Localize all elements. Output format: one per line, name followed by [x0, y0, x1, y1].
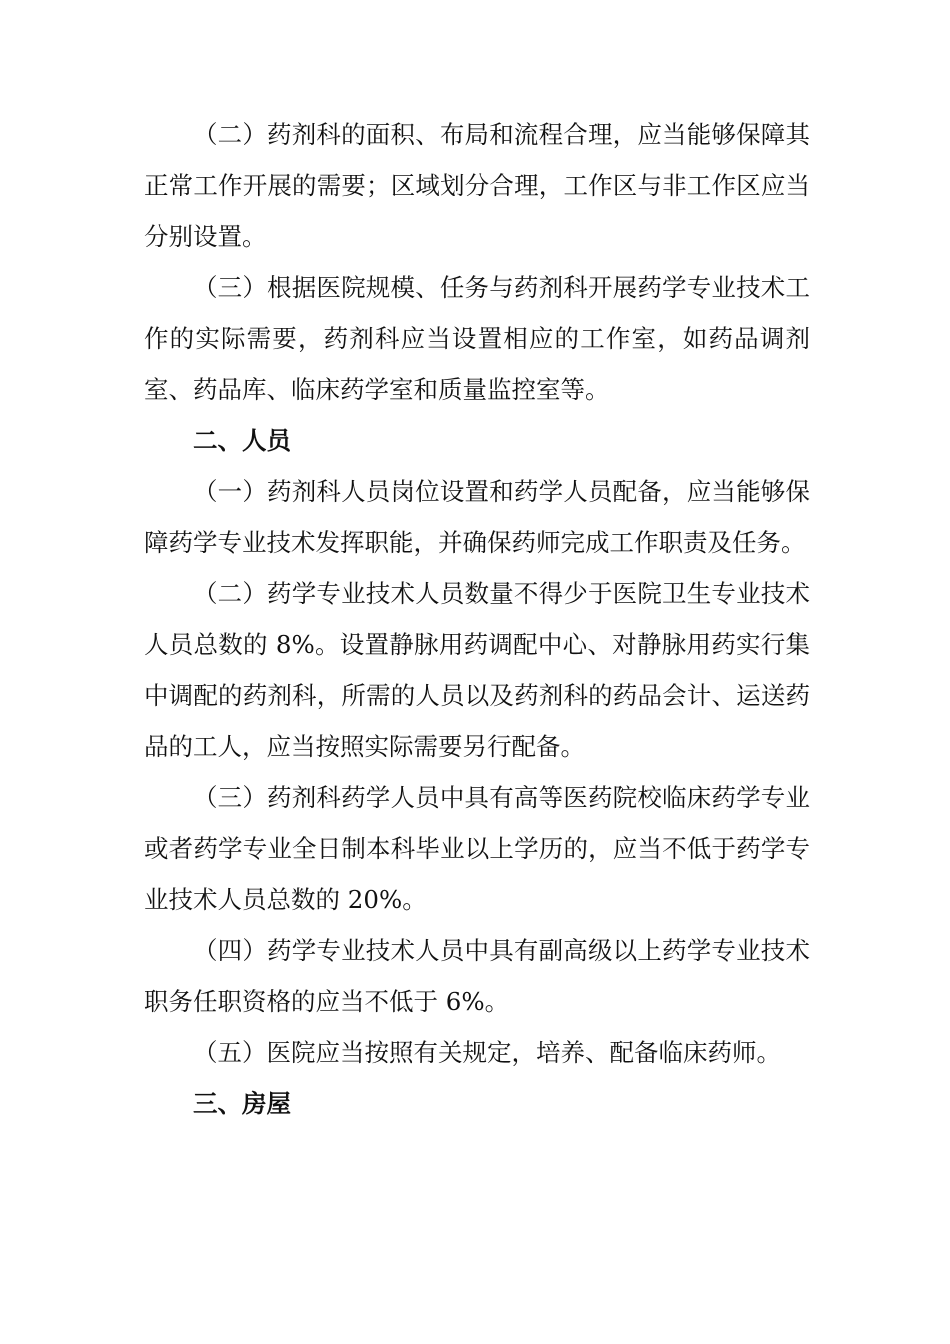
paragraph-clinical-pharmacist: （五）医院应当按照有关规定，培养、配备临床药师。 — [193, 1038, 781, 1067]
document-body — [144, 109, 810, 1129]
section-heading-premises: 三、房屋 — [193, 1089, 291, 1118]
paragraph-staff-ratio: （二）药学专业技术人员数量不得少于医院卫生专业技术人员总数的 8%。设置静脉用药调配中心、对静脉用药实行集中调配的药剂科，所需的人员以及药剂科的药品会计、运送药品的工人，应当按照实际需要另行配备。 — [144, 579, 810, 761]
paragraph-workrooms: （三）根据医院规模、任务与药剂科开展药学专业技术工作的实际需要，药剂科应当设置相应的工作室，如药品调剂室、药品库、临床药学室和质量监控室等。 — [144, 273, 810, 404]
paragraph-staffing: （一）药剂科人员岗位设置和药学人员配备，应当能够保障药学专业技术发挥职能，并确保药师完成工作职责及任务。 — [144, 477, 810, 557]
paragraph-facility-area: （二）药剂科的面积、布局和流程合理，应当能够保障其正常工作开展的需要；区域划分合理，工作区与非工作区应当分别设置。 — [144, 120, 810, 251]
paragraph-senior-title: （四）药学专业技术人员中具有副高级以上药学专业技术职务任职资格的应当不低于 6%。 — [144, 936, 810, 1016]
section-heading-personnel: 二、人员 — [193, 426, 291, 455]
paragraph-education: （三）药剂科药学人员中具有高等医药院校临床药学专业或者药学专业全日制本科毕业以上学历的，应当不低于药学专业技术人员总数的 20%。 — [144, 783, 810, 914]
